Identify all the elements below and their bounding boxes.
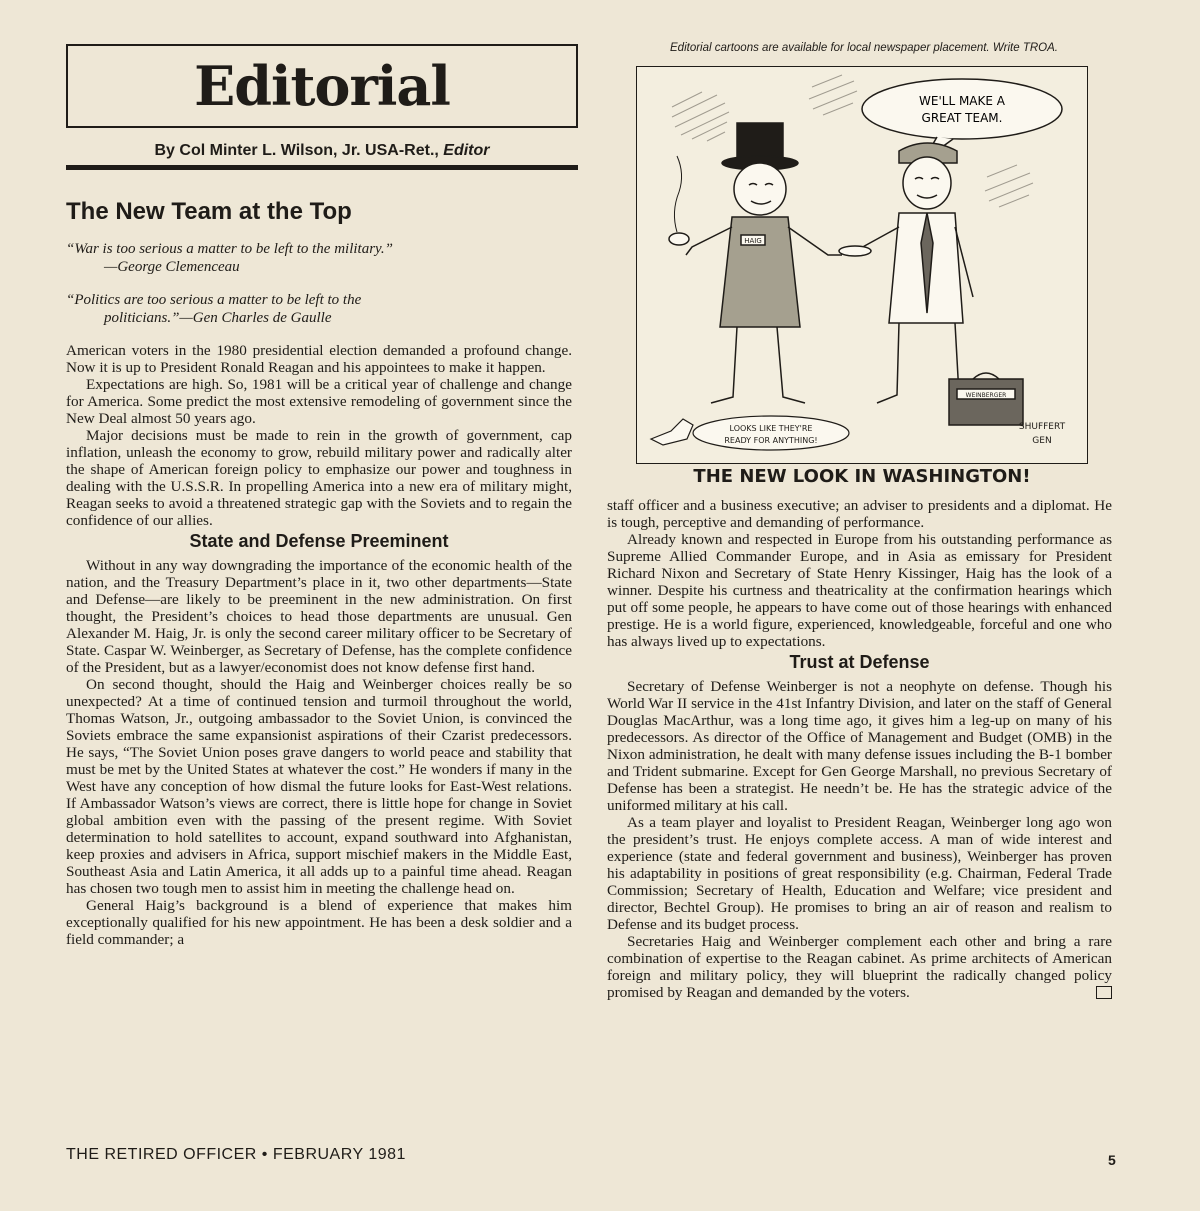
paragraph: Expectations are high. So, 1981 will be a critical year of challenge and change for America. Some predict the most extensive remodeling of government since the New Deal almost 50 years ago. — [66, 376, 572, 427]
article-column-left — [66, 342, 572, 948]
section-subhead: State and Defense Preeminent — [189, 531, 449, 551]
closing-text: Secretaries Haig and Weinberger complement each other and bring a rare combination of expertise to the Reagan cabinet. As prime architects of American foreign and military policy, they will blueprint the radically changed policy promised by Reagan and demanded by the voters. — [607, 933, 1112, 1001]
paragraph: American voters in the 1980 presidential election demanded a profound change. Now it is up to President Ronald Reagan and his appointees to make it happen. — [66, 342, 572, 376]
epigraph-1 — [66, 240, 576, 276]
speech-line-1: WE'LL MAKE A — [919, 94, 1005, 108]
uniform-nametag: HAIG — [744, 237, 762, 245]
haig-figure — [669, 123, 842, 403]
bird-speech-line-2: READY FOR ANYTHING! — [724, 436, 818, 445]
article-column-right — [607, 497, 1112, 1001]
paragraph: Secretary of Defense Weinberger is not a neophyte on defense. Though his World War II service in the 41st Infantry Division, and later on the staff of General Douglas MacArthur, was a long time ago, it gives him a leg-up on many of his predecessors. As director of the Office of Management and Budget (OMB) in the Nixon administration, he dealt with many defense issues including the B-1 bomber and Trident submarine. Except for Gen George Marshall, no previous Secretary of Defense has been a strategist. He needn’t be. He has the strategic advice of the uniformed military at his call. — [607, 678, 1112, 814]
byline — [66, 142, 578, 160]
byline-role: Editor — [443, 142, 490, 159]
signature-line-1: SHUFFERT — [1018, 422, 1066, 432]
page-number: 5 — [1108, 1152, 1116, 1168]
byline-author: By Col Minter L. Wilson, Jr. USA-Ret., — [154, 142, 439, 159]
bird-commentator — [651, 416, 849, 450]
epigraph-2-text: “Politics are too serious a matter to be left to the — [66, 292, 362, 308]
epigraph-2-attribution: politicians.”—Gen Charles de Gaulle — [104, 310, 332, 326]
paragraph: On second thought, should the Haig and Weinberger choices really be so unexpected? At a time of continued tension and turmoil throughout the world, Thomas Watson, Jr., outgoing ambassador to the Soviet Union, is convinced the Soviets embrace the same expansionist aspirations of their Czarist predecessors. He says, “The Soviet Union poses grave dangers to world peace and stability that must be met by the United States at whatever the cost.” He wonders if many in the West have any conception of how dismal the future looks for East-West relations. If Ambassador Watson’s views are correct, there is little hope for change in Soviet global ambition even with the passing of the present regime. With Soviet determination to hold satellites to account, expand southward into Afghanistan, keep proxies and advisers in Africa, support mischief makers in the Middle East, Southeast Asia and Latin America, it all adds up to a painful time ahead. Reagan has chosen two tough men to assist him in meeting the challenge head on. — [66, 676, 572, 897]
cartoon-drawing — [637, 67, 1086, 462]
epigraph-1-attribution: —George Clemenceau — [104, 259, 240, 275]
cartoon-caption: THE NEW LOOK IN WASHINGTON! — [693, 466, 1031, 487]
section-subhead: Trust at Defense — [789, 652, 930, 672]
speech-bubble — [862, 79, 1062, 161]
paragraph — [607, 933, 1112, 1001]
editorial-cartoon — [636, 66, 1088, 464]
paragraph: General Haig’s background is a blend of experience that makes him exceptionally qualified for his new appointment. He has been a desk soldier and a field commander; a — [66, 897, 572, 948]
cartoonist-signature — [1019, 422, 1066, 446]
masthead-box — [66, 44, 578, 128]
cartoon-notice: Editorial cartoons are available for local newspaper placement. Write TROA. — [670, 42, 1058, 54]
paragraph: Without in any way downgrading the importance of the economic health of the nation, and the Treasury Department’s place in it, two other departments—State and Defense—are likely to be preeminent in the new administration. On first thought, the President’s choices to head those departments are unusual. Gen Alexander M. Haig, Jr. is only the second career military officer to be Secretary of State. Caspar W. Weinberger, as Secretary of Defense, has the complete confidence of the President, but as a lawyer/economist does not know defense first hand. — [66, 557, 572, 676]
footer-publication: THE RETIRED OFFICER • FEBRUARY 1981 — [66, 1146, 406, 1163]
article-headline: The New Team at the Top — [66, 198, 352, 225]
epigraph-1-text: “War is too serious a matter to be left to the military.” — [66, 241, 393, 257]
paragraph: Major decisions must be made to rein in the growth of government, cap inflation, unleash the economy to grow, rebuild military power and radically alter the shape of American foreign policy to emphasize our power and toughness in dealing with the U.S.S.R. In propelling America into a new era of military might, Reagan seeks to avoid a threatened strategic gap with the Soviets and to regain the confidence of our allies. — [66, 427, 572, 529]
masthead-title: Editorial — [194, 54, 450, 118]
paragraph: staff officer and a business executive; an adviser to presidents and a diplomat. He is tough, perceptive and demanding of performance. — [607, 497, 1112, 531]
masthead-rule — [66, 165, 578, 170]
paragraph: Already known and respected in Europe from his outstanding performance as Supreme Allied Commander Europe, and in Asia as emissary for President Richard Nixon and Secretary of State Henry Kissinger, Haig has the look of a winner. Despite his curtness and theatricality at the confirmation hearings which put off some people, he appears to have come out of those hearings with enhanced prestige. He is a world figure, experienced, knowledgeable, forceful and one who has always lived up to expectations. — [607, 531, 1112, 650]
paragraph: As a team player and loyalist to President Reagan, Weinberger long ago won the president’s trust. He enjoys complete access. A man of wide interest and experience (state and federal government and business), Weinberger has proven his adaptability in positions of great responsibility (e.g. Chairman, Federal Trade Commission; Secretary of Health, Education and Welfare; vice president and director, Bechtel Group). He promises to bring an air of reason and realism to Defense and its budget process. — [607, 814, 1112, 933]
bird-speech-line-1: LOOKS LIKE THEY'RE — [729, 424, 813, 433]
briefcase-label: WEINBERGER — [965, 392, 1007, 399]
signature-line-2: GEN — [1032, 436, 1052, 446]
epigraph-2 — [66, 291, 576, 327]
briefcase — [949, 373, 1023, 425]
weinberger-figure — [839, 143, 981, 403]
end-mark-icon — [1096, 986, 1112, 999]
speech-line-2: GREAT TEAM. — [921, 111, 1003, 125]
